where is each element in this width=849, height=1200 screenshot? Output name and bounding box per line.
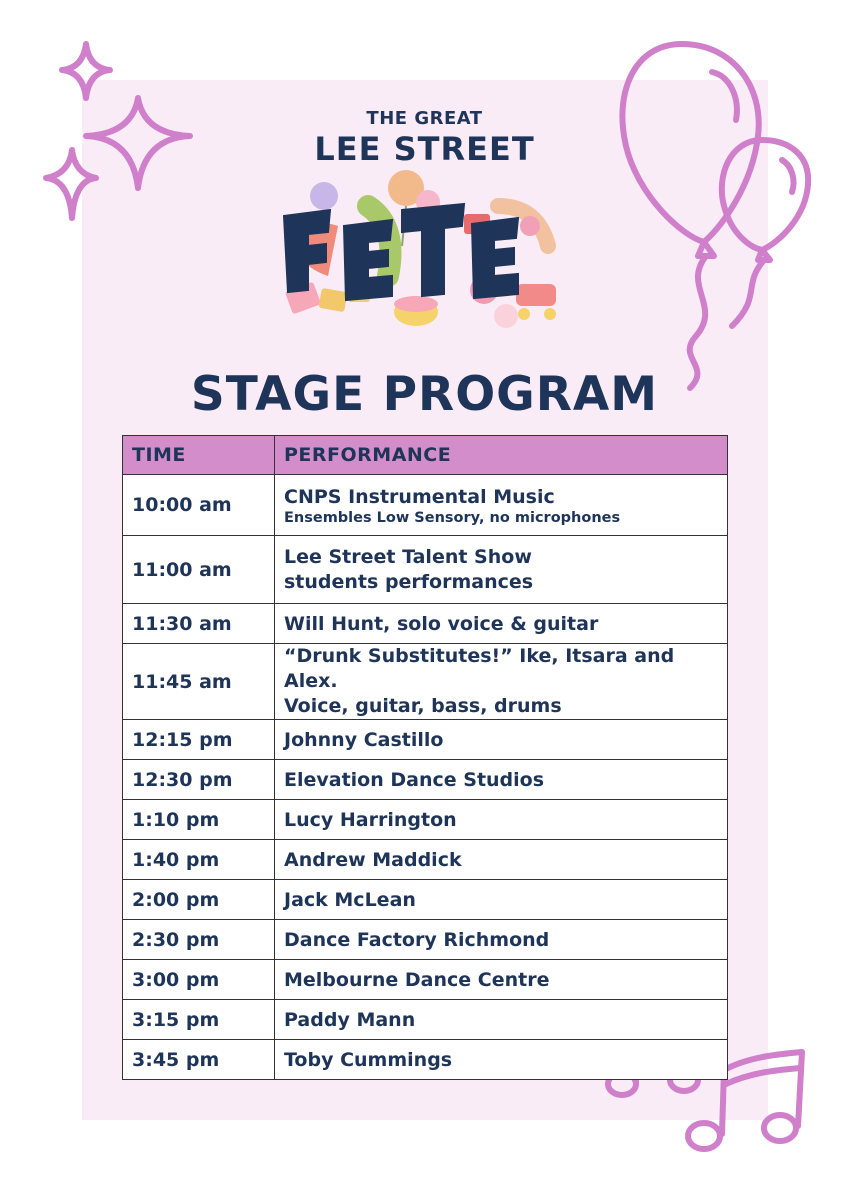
page-heading: STAGE PROGRAM (190, 367, 659, 422)
time-cell: 3:45 pm (123, 1040, 275, 1080)
schedule-table (122, 435, 728, 1080)
time-cell: 3:00 pm (123, 960, 275, 1000)
performance-cell (275, 475, 728, 536)
performance-cell: Lucy Harrington (275, 800, 728, 840)
table-row (123, 960, 728, 1000)
time-cell: 3:15 pm (123, 1000, 275, 1040)
performance-detail: Voice, guitar, bass, drums (284, 695, 562, 717)
table-header-row (123, 436, 728, 475)
time-cell: 1:10 pm (123, 800, 275, 840)
table-row (123, 536, 728, 604)
table-row (123, 760, 728, 800)
table-row (123, 1000, 728, 1040)
column-header-time: TIME (123, 436, 275, 475)
table-row (123, 1040, 728, 1080)
performance-cell (275, 536, 728, 604)
performance-cell: Dance Factory Richmond (275, 920, 728, 960)
table-row (123, 920, 728, 960)
event-title-line2: LEE STREET (314, 130, 535, 168)
table-row (123, 604, 728, 644)
time-cell: 11:45 am (123, 644, 275, 720)
performance-cell: Toby Cummings (275, 1040, 728, 1080)
fete-logo (268, 166, 580, 346)
performance-cell: Will Hunt, solo voice & guitar (275, 604, 728, 644)
balloon-icon (612, 36, 822, 396)
time-cell: 2:30 pm (123, 920, 275, 960)
time-cell: 12:30 pm (123, 760, 275, 800)
performance-cell: Melbourne Dance Centre (275, 960, 728, 1000)
performance-title: “Drunk Substitutes!” Ike, Itsara and Alex. (284, 645, 675, 692)
time-cell: 12:15 pm (123, 720, 275, 760)
performance-cell: Paddy Mann (275, 1000, 728, 1040)
table-row (123, 720, 728, 760)
time-cell: 11:00 am (123, 536, 275, 604)
table-row (123, 644, 728, 720)
table-row (123, 840, 728, 880)
performance-cell: Andrew Maddick (275, 840, 728, 880)
performance-cell: Johnny Castillo (275, 720, 728, 760)
event-title-line1: THE GREAT (366, 108, 483, 129)
performance-cell: Jack McLean (275, 880, 728, 920)
table-row (123, 800, 728, 840)
performance-title: Lee Street Talent Show (284, 545, 532, 568)
performance-detail: Ensembles Low Sensory, no microphones (284, 509, 621, 526)
column-header-performance: PERFORMANCE (275, 436, 728, 475)
time-cell: 2:00 pm (123, 880, 275, 920)
time-cell: 10:00 am (123, 475, 275, 536)
performance-title: CNPS Instrumental Music (284, 485, 555, 508)
performance-cell: Elevation Dance Studios (275, 760, 728, 800)
table-row (123, 475, 728, 536)
time-cell: 1:40 pm (123, 840, 275, 880)
time-cell: 11:30 am (123, 604, 275, 644)
performance-detail: students performances (284, 570, 534, 593)
performance-cell (275, 644, 728, 720)
table-row (123, 880, 728, 920)
